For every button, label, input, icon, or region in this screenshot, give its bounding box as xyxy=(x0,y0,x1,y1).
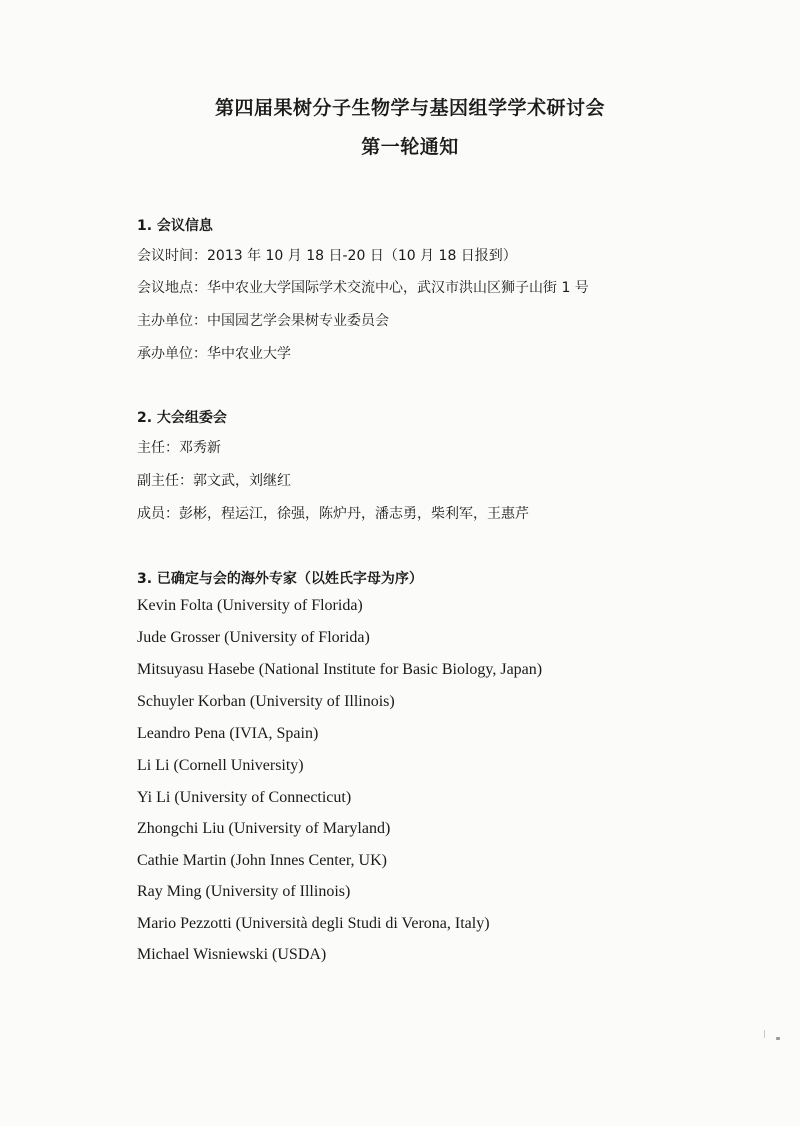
expert-list-item: Cathie Martin (John Innes Center, UK) xyxy=(137,852,387,869)
meeting-venue: 会议地点：华中农业大学国际学术交流中心，武汉市洪山区狮子山街 1 号 xyxy=(137,280,589,296)
committee-vice-chair: 副主任：郭文武，刘继红 xyxy=(137,473,291,489)
expert-list-item: Jude Grosser (University of Florida) xyxy=(137,629,370,646)
expert-list-item: Mario Pezzotti (Università degli Studi di Verona, Italy) xyxy=(137,915,490,932)
expert-list-item: Schuyler Korban (University of Illinois) xyxy=(137,693,395,710)
committee-chair: 主任：邓秀新 xyxy=(137,440,221,456)
expert-list-item: Michael Wisniewski (USDA) xyxy=(137,946,327,963)
expert-list-item: Zhongchi Liu (University of Maryland) xyxy=(137,820,391,837)
committee-members: 成员：彭彬，程运江，徐强，陈炉丹，潘志勇，柴利军，王惠芹 xyxy=(137,506,529,522)
document-subtitle: 第一轮通知 xyxy=(361,136,459,158)
section-heading-meeting-info: 1. 会议信息 xyxy=(137,218,213,234)
meeting-organizer: 承办单位：华中农业大学 xyxy=(137,346,291,362)
document-title: 第四届果树分子生物学与基因组学学术研讨会 xyxy=(214,97,605,119)
expert-list-item: Ray Ming (University of Illinois) xyxy=(137,883,351,900)
scan-speck xyxy=(764,1030,765,1038)
meeting-host: 主办单位：中国园艺学会果树专业委员会 xyxy=(137,313,389,329)
section-heading-experts: 3. 已确定与会的海外专家（以姓氏字母为序） xyxy=(137,571,423,587)
section-heading-committee: 2. 大会组委会 xyxy=(137,410,227,426)
expert-list-item: Li Li (Cornell University) xyxy=(137,757,304,774)
scan-speck xyxy=(776,1037,780,1040)
meeting-time: 会议时间：2013 年 10 月 18 日-20 日（10 月 18 日报到） xyxy=(137,248,517,264)
expert-list-item: Leandro Pena (IVIA, Spain) xyxy=(137,725,319,742)
expert-list-item: Mitsuyasu Hasebe (National Institute for Basic Biology, Japan) xyxy=(137,661,543,678)
expert-list-item: Yi Li (University of Connecticut) xyxy=(137,789,352,806)
expert-list-item: Kevin Folta (University of Florida) xyxy=(137,597,363,614)
